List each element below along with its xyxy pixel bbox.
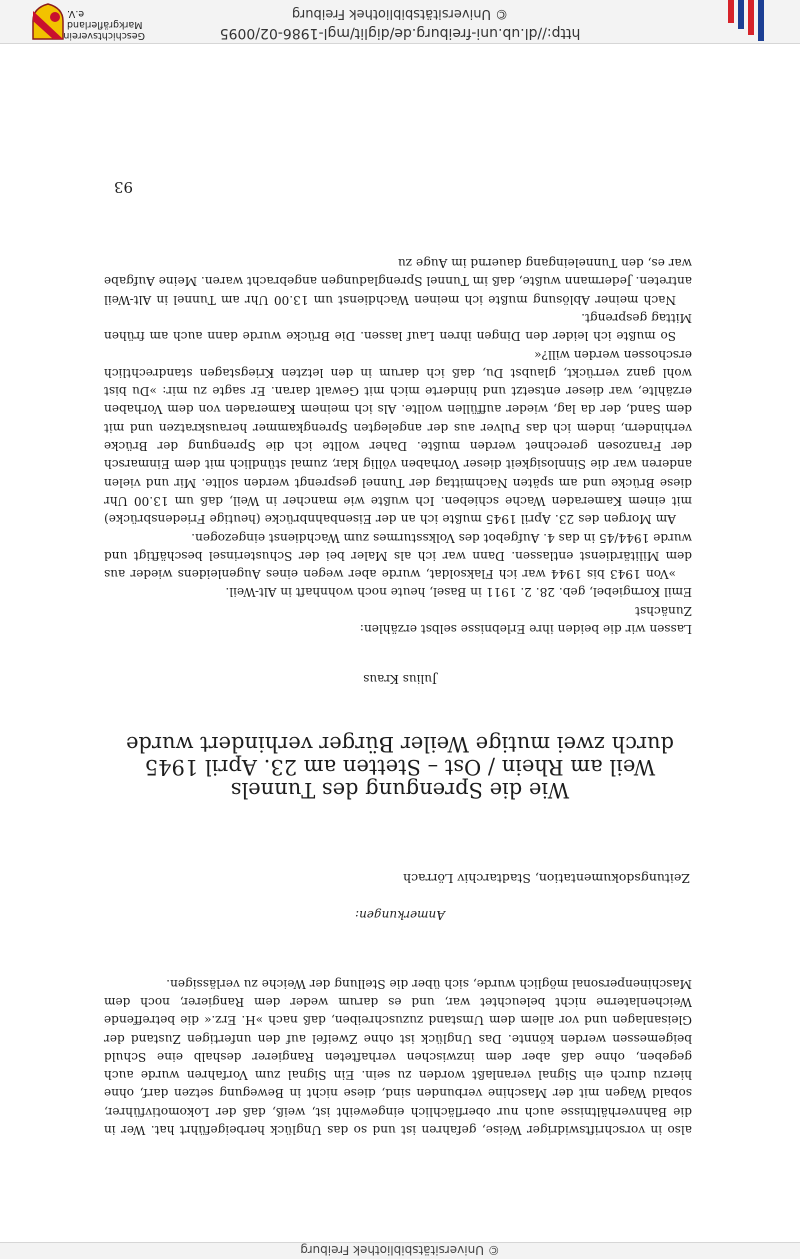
- intro-zunaechst: Zunächst: [635, 603, 692, 618]
- previous-article-text: [104, 974, 692, 1139]
- coat-of-arms-logo-icon: [31, 3, 65, 41]
- title-line-3: durch zwei mutige Weiler Bürger verhindert wurde: [126, 732, 674, 756]
- title-line-1: Wie die Sprengung des Tunnels: [230, 778, 570, 802]
- source-note: Zeitungsdokumentation, Stadtarchiv Lörrach: [403, 871, 690, 886]
- author: Julius Kraus: [363, 672, 437, 686]
- title-line-2: Weil am Rhein / Ost – Stetten am 23. April 1945: [144, 755, 656, 779]
- article-title: [100, 732, 700, 801]
- notes-heading: Anmerkungen:: [355, 908, 445, 922]
- intro: Lassen wir die beiden ihre Erlebnisse selbst erzählen:: [359, 622, 692, 636]
- next-page-footer-stub: [0, 1242, 800, 1259]
- person-line: Emil Korngiebel, geb. 28. 2. 1911 in Basel, heute noch wohnhaft in Alt-Weil.: [225, 585, 692, 600]
- paragraph-4: Nach meiner Ablösung mußte ich meinen Wachdienst um 13.00 Uhr am Tunnel in Alt-Weil antreten. Jedermann wußte, daß im Tunnel Sprengladungen angebracht waren. Meine Aufgabe war es, den Tunneleingang dauernd im Auge zu: [104, 256, 692, 307]
- footer-url[interactable]: http://dl.ub.uni-freiburg.de/diglit/mgl-1986-02/0095: [219, 25, 581, 41]
- library-logo-icon: [720, 0, 780, 41]
- page-number: 93: [113, 178, 133, 196]
- article-body: [104, 254, 692, 638]
- paragraph-1: »Von 1943 bis 1944 war ich Flaksoldat, wurde aber wegen eines Augenleidens wieder aus dem Militärdienst entlassen. Dann war ich als Maler bei der Schusterinsel beschäftigt und wurde 1944/45 in das 4. Aufgebot des Volkssturmes zum Wachdienst eingezogen.: [104, 530, 692, 582]
- society-name: Geschichtsverein Markgräflerland e.V.: [63, 8, 145, 41]
- paragraph-3: So mußte ich leider den Dingen ihren Lauf lassen. Die Brücke wurde dann auch am frühen Mittag gesprengt.: [104, 310, 692, 344]
- stub-library-text: © Universitätsbibliothek Freiburg: [300, 1243, 500, 1257]
- footer-library: © Universitätsbibliothek Freiburg: [291, 6, 509, 21]
- paragraph-2: Am Morgen des 23. April 1945 mußte ich an der Eisenbahnbrücke (heutige Friedensbrücke) mit einem Kameraden Wache schieben. Ich wußte wie mancher in Weil, daß um 13.00 Uhr diese Brücke und am späten Nachmittag der Tunnel gesprengt werden sollte. Mir und vielen anderen war die Sinnlosigkeit dieser Vorhaben völlig klar, zumal stündlich mit dem Einmarsch der Franzosen gerechnet werden mußte. Daher wollte ich die Sprengung der Brücke verhindern, indem ich das Pulver aus der angelegten Sprengkammer herauskratzen und mit dem Sand, der da lag, wieder auffüllen wollte. Als ich meinem Kameraden von dem Vorhaben erzählte, war dieser entsetzt und hinderte mich mit Gewalt daran. Er sagte zu mir: »Du bist wohl ganz verrückt, glaubst Du, daß ich darum in den letzten Kriegstagen standrechtlich erschossen werden will?«: [104, 347, 692, 527]
- previous-paragraph: also in vorschriftswidriger Weise, gefahren ist und so das Unglück herbeigeführt hat. Wer in die Bahnverhältnisse auch nur oberflächlich eingeweiht ist, weiß, daß der Lokomotivführer, sobald Wagen mit der Maschine verbunden sind, diese nicht in Bewegung setzen darf, ohne hierzu durch ein Signal veranlaßt worden zu sein. Ein Signal zum Vorfahren wurde auch gegeben, ohne daß aber dem inzwischen verhafteten Rangierer deshalb eine Schuld beigemessen werden könnte. Das Unglück ist ohne Zweifel auf den unfertigen Zustand der Gleisanlagen und vor allem dem Umstand zuzuschreiben, daß nach »H. Erz.« die betreffende Weichenlaterne nicht beleuchtet war, und es darum weder dem Rangierer, noch dem Maschinenpersonal möglich wurde, sich über die Stellung der Weiche zu verlässigen.: [104, 976, 692, 1137]
